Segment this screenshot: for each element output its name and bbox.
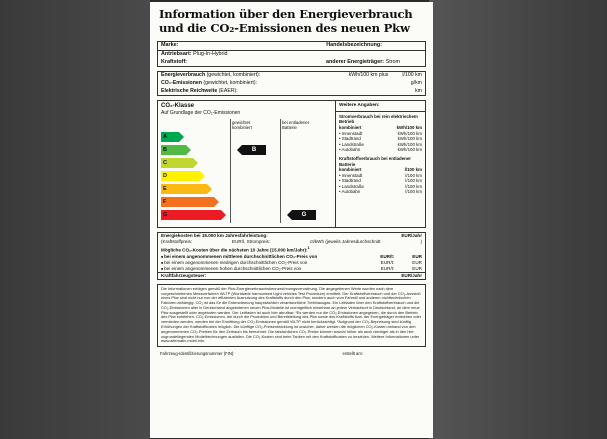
strom-item-label: • Innenstadt xyxy=(339,131,362,137)
strom-item-label: • Autobahn xyxy=(339,147,360,153)
costs-box xyxy=(157,232,426,280)
strom-item-unit: kWh/100 km xyxy=(397,147,422,153)
co2-class-bar-b: B xyxy=(161,145,186,155)
energy-consumption-row xyxy=(158,72,425,80)
co2-hoch-row xyxy=(158,266,425,272)
co2-class-subtitle: Auf Grundlage der CO₂-Emissionen xyxy=(161,110,241,117)
vehicle-row-marke xyxy=(158,42,425,50)
kraftstoffpreis-label: (Kraftstoffpreis: xyxy=(161,239,193,245)
kraft-item-unit: l/100 km xyxy=(405,178,422,184)
co2-unit: g/km xyxy=(410,79,422,86)
col-head-weighted: gewichtet kombiniert xyxy=(232,120,252,131)
co2-class-scale xyxy=(158,101,336,227)
co2-niedrig-label: ■ bei einem angenommenen niedrigen durchschnittlichen CO₂-Preis von xyxy=(161,260,307,266)
co2-niedrig-unit: EUR/t: xyxy=(380,259,395,265)
co2-class-bar-g: G xyxy=(161,210,221,220)
co2-class-bar-f: F xyxy=(161,197,214,207)
energy-label-sheet xyxy=(150,2,433,438)
electric-range-note: (EAER): xyxy=(218,87,238,94)
kraft-item-unit: l/100 km xyxy=(405,189,422,195)
vehicle-row-antrieb xyxy=(158,51,425,59)
strom-kombiniert-label: kombiniert xyxy=(339,124,362,130)
kraft-item-unit: l/100 km xyxy=(405,183,422,189)
label-title xyxy=(159,7,426,35)
strom-item-label: • Landstraße xyxy=(339,142,364,148)
co2-costs-footnote: 1 xyxy=(307,246,310,251)
co2-emissions-row xyxy=(158,80,425,88)
co2-mittel-label: ■ bei einem angenommenen mittleren durchschnittlichen CO₂-Preis von xyxy=(161,254,317,260)
kraftstoff-label: Kraftstoff: xyxy=(161,58,188,65)
strom-item-label: • Stadtrand xyxy=(339,136,361,142)
stromverbrauch-head: Stromverbrauch bei rein elektrischem Betrieb xyxy=(339,113,418,125)
co2-class-title: CO₂-Klasse xyxy=(161,103,195,110)
co2-hoch-eur: EUR xyxy=(412,265,422,271)
strompreis-label: EUR/l, Strompreis: xyxy=(232,239,271,245)
antriebsart-value: Plug-In-Hybrid xyxy=(193,50,228,57)
energy-consumption-note: (gewichtet, kombiniert): xyxy=(206,72,261,79)
energy-unit-kwh: kWh/100 km plus xyxy=(348,72,389,79)
co2-mittel-unit: EUR/t: xyxy=(380,253,395,259)
handelsbezeichnung-label: Handelsbezeichnung: xyxy=(326,42,382,48)
kraft-item-row xyxy=(339,189,422,195)
kraft-item-label: • Autobahn xyxy=(339,189,360,195)
kraft-item-label: • Stadtrand xyxy=(339,178,361,184)
col-head-empty-battery: bei entladener Batterie xyxy=(282,120,310,131)
energiekosten-unit: EUR/Jahr xyxy=(401,233,422,239)
co2-class-bar-a: A xyxy=(161,132,179,142)
energiekosten-label: Energiekosten bei 15.000 km Jahresfahrleistung: xyxy=(161,233,268,239)
divider-weighted xyxy=(230,119,231,223)
co2-costs-row xyxy=(158,245,425,254)
vehicle-row-kraftstoff xyxy=(158,59,425,67)
kraft-kombiniert-unit: l/100 km xyxy=(404,167,422,173)
electric-range-row xyxy=(158,88,425,96)
strom-items xyxy=(339,131,422,153)
co2-hoch-unit: EUR/t: xyxy=(380,265,395,271)
co2-emissions-label: CO₂-Emissionen xyxy=(161,79,202,86)
legal-note: Die Informationen erfolgen gemäß der Pkw-Energieverbrauchskennzeichnungsverordnung. Die angegebenen Werte wurden nach dem vorgeschriebenen Messverfahren WLTP (Worldwide harmonised Light vehicles Test Procedure) ermittelt. Der Kraftstoffverbrauch und der CO₂-Ausstoß eines Pkw sind nicht nur von der effizienten Ausnutzung des Kraftstoffs durch den Pkw, sondern auch vom Fahrstil und anderen nichttechnischen Faktoren abhängig. CO₂ ist das für die Erderwärmung hauptsächlich verantwortliche Treibhausgas. Ein Leitfaden über den Kraftstoffverbrauch und die CO₂-Emissionen aller in Deutschland angebotenen neuen Pkw-Modelle ist unentgeltlich einsehbar an jedem Verkaufsort in Deutschland, an dem neue Pkw ausgestellt oder angeboten werden. Der Leitfaden ist auch hier abrufbar: ¹Es werden nur die CO₂-Emissionen angegeben, die durch den Betrieb des Pkw entstehen. CO₂-Emissionen, die durch die Produktion und Bereitstellung des Pkw sowie des Kraftstoffs bzw. der Energieträger entstehen oder vermieden werden, werden bei der Ermittlung der CO₂-Emissionen gemäß WLTP nicht berücksichtigt. ²Aufgrund der CO₂-Bepreisung sind künftig Erhöhungen der Kraftstoffkosten möglich. Die künftige CO₂-Preisentwicklung ist unsicher, daher werden die möglichen CO₂-Kosten anhand von drei angenommenen CO₂-Preisen für den Zeitraum bis berechnet. Die tatsächlichen CO₂-Preise können sowohl höher als auch niedriger als in den hier zugrundeliegenden Modellrechnungen ausfallen. Die CO₂-Kosten sind beim Tanken mit den Kraftstoffkosten zu bezahlen. Weitere Informationen unter www.alternativ-mobil.info. xyxy=(157,284,426,348)
strom-item-unit: kWh/100 km xyxy=(397,141,422,147)
co2-class-box xyxy=(157,100,426,228)
kraft-items xyxy=(339,173,422,195)
co2-hoch-label: ■ bei einem angenommenen hohen durchschnittlichen CO₂-Preis von xyxy=(161,266,301,272)
strom-item-unit: kWh/100 km xyxy=(397,130,422,136)
title-line-1: Information über den Energieverbrauch xyxy=(159,7,413,21)
steuer-row xyxy=(158,273,425,279)
range-unit: km xyxy=(415,87,422,94)
energy-consumption-label: Energieverbrauch xyxy=(161,72,206,79)
erstellt-label: erstellt am: xyxy=(342,351,363,357)
kraft-item-label: • Landstraße xyxy=(339,184,364,190)
kraftstoff-head: Kraftstoffverbrauch bei entladener Batterie xyxy=(339,155,411,167)
vehicle-info-box xyxy=(157,41,426,67)
divider-empty-battery xyxy=(280,119,281,223)
steuer-unit: EUR/Jahr xyxy=(401,272,422,278)
kraft-item-label: • Innenstadt xyxy=(339,173,362,179)
kraft-item-unit: l/100 km xyxy=(405,172,422,178)
preise-close: ) xyxy=(420,239,422,245)
co2-costs-label: Mögliche CO₂-Kosten über die nächsten 10 Jahre (15.000 km/Jahr): xyxy=(161,247,308,253)
title-line-2: und die CO₂-Emissionen des neuen Pkw xyxy=(159,21,410,35)
electric-range-label: Elektrische Reichweite xyxy=(161,87,218,94)
co2-class-bar-d: D xyxy=(161,171,200,181)
strom-item-unit: kWh/100 km xyxy=(397,136,422,142)
strom-kombiniert-unit: kWh/100 km xyxy=(396,124,422,130)
background-right xyxy=(429,0,607,439)
fin-label: Fahrzeug-Identifizierungsnummer (FIN): xyxy=(160,351,235,357)
empty-battery-class-marker: G xyxy=(292,210,316,220)
antriebsart-label: Antriebsart: xyxy=(161,50,192,57)
consumption-box xyxy=(157,71,426,96)
footer xyxy=(157,351,426,356)
energy-unit-l: l/100 km xyxy=(402,72,422,79)
weitere-angaben-title: Weitere Angaben: xyxy=(336,103,425,112)
co2-class-bar-e: E xyxy=(161,184,207,194)
co2-niedrig-eur: EUR xyxy=(412,259,422,265)
background-left xyxy=(0,0,150,439)
andere-energietraeger-value: Strom xyxy=(385,58,400,65)
co2-emissions-note: (gewichtet, kombiniert): xyxy=(203,79,258,86)
co2-class-bar-c: C xyxy=(161,158,193,168)
steuer-label: Kraftfahrzeugsteuer: xyxy=(161,272,207,278)
weighted-class-marker: B xyxy=(242,145,266,155)
strompreis-unit: ct/kWh (jeweils Jahresdurchschnitt xyxy=(310,239,381,245)
andere-energietraeger-label: anderer Energieträger: xyxy=(325,58,385,65)
weitere-angaben xyxy=(336,101,425,227)
marke-label: Marke: xyxy=(161,42,179,48)
co2-mittel-eur: EUR xyxy=(412,253,422,259)
kraft-kombiniert-label: kombiniert xyxy=(339,167,362,173)
